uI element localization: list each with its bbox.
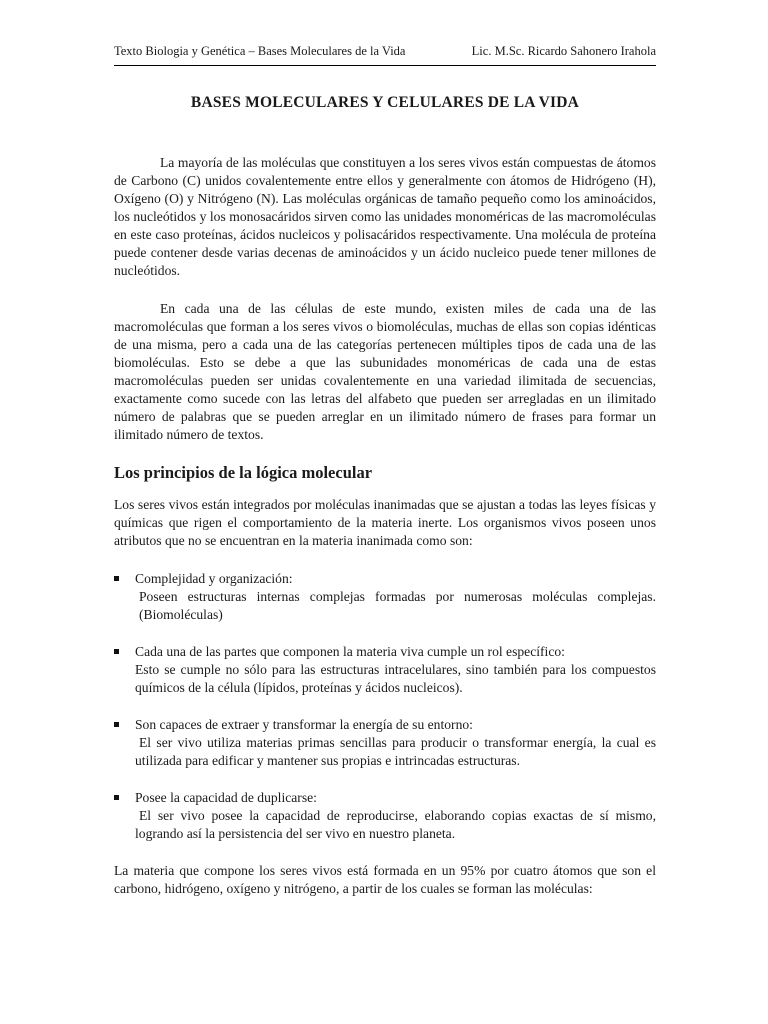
closing-paragraph: La materia que compone los seres vivos está formada en un 95% por cuatro átomos que son el carbono, hidrógeno, oxígeno y nitrógeno, a partir de los cuales se forman las moléculas: [114, 863, 656, 896]
list-item [114, 716, 656, 770]
list-item [114, 789, 656, 843]
list-item-heading: Cada una de las partes que componen la materia viva cumple un rol específico: [135, 644, 565, 659]
page-title: BASES MOLECULARES Y CELULARES DE LA VIDA [190, 94, 580, 111]
bullet-square-icon [114, 795, 119, 800]
bullet-square-icon [114, 722, 119, 727]
header-course-title: Texto Biologia y Genética – Bases Moleculares de la Vida [114, 44, 406, 58]
attributes-list [114, 570, 656, 843]
header-author: Lic. M.Sc. Ricardo Sahonero Irahola [471, 44, 656, 58]
bullet-square-icon [114, 649, 119, 654]
list-item [114, 570, 656, 624]
list-item [114, 643, 656, 697]
list-item-heading: Complejidad y organización: [135, 571, 293, 586]
paragraph-2: En cada una de las células de este mundo, existen miles de cada una de las macromoléculas que forman a los seres vivos o biomoléculas, muchas de ellas son copias idénticas de una misma, pero a cada una de las categorías pertenecen múltiples tipos de cada una de las biomoléculas. Esto se debe a que las subunidades monoméricas de cada una de estas macromoléculas pueden ser unidas covalentemente en una variedad ilimitada de secuencias, exactamente como sucede con las letras del alfabeto que pueden ser arregladas en un ilimitado número de palabras que se pueden arreglar en un ilimitado número de frases para formar un ilimitado número de textos. [114, 301, 656, 442]
list-item-body: El ser vivo utiliza materias primas sencillas para producir o transformar energía, la cual es utilizada para edificar y mantener sus propias e intrincadas estructuras. [135, 735, 656, 768]
list-item-heading: Posee la capacidad de duplicarse: [135, 790, 317, 805]
page-header [114, 44, 656, 66]
list-item-body: El ser vivo posee la capacidad de reproducirse, elaborando copias exactas de sí mismo, logrando así la persistencia del ser vivo en nuestro planeta. [135, 808, 656, 841]
bullet-square-icon [114, 576, 119, 581]
list-item-body: Poseen estructuras internas complejas formadas por numerosas moléculas complejas. (Biomoléculas) [139, 589, 656, 622]
section-heading: Los principios de la lógica molecular [114, 463, 373, 482]
list-item-heading: Son capaces de extraer y transformar la energía de su entorno: [135, 717, 473, 732]
section-intro: Los seres vivos están integrados por moléculas inanimadas que se ajustan a todas las leyes físicas y químicas que rigen el comportamiento de la materia inerte. Los organismos vivos poseen unos atributos que no se encuentran en la materia inanimada como son: [114, 497, 656, 548]
list-item-body: Esto se cumple no sólo para las estructuras intracelulares, sino también para los compuestos químicos de la célula (lípidos, proteínas y ácidos nucleicos). [135, 662, 656, 695]
document-body [114, 154, 656, 918]
paragraph-1: La mayoría de las moléculas que constituyen a los seres vivos están compuestas de átomos de Carbono (C) unidos covalentemente entre ellos y generalmente con átomos de Hidrógeno (H), Oxígeno (O) y Nitrógeno (N). Las moléculas orgánicas de tamaño pequeño como los aminoácidos, los nucleótidos y los monosacáridos sirven como las unidades monoméricas de las macromoléculas en este caso proteínas, ácidos nucleicos y polisacáridos respectivamente. Una molécula de proteína puede contener desde varias decenas de aminoácidos y un ácido nucleico puede tener millones de nucleótidos. [114, 155, 656, 278]
